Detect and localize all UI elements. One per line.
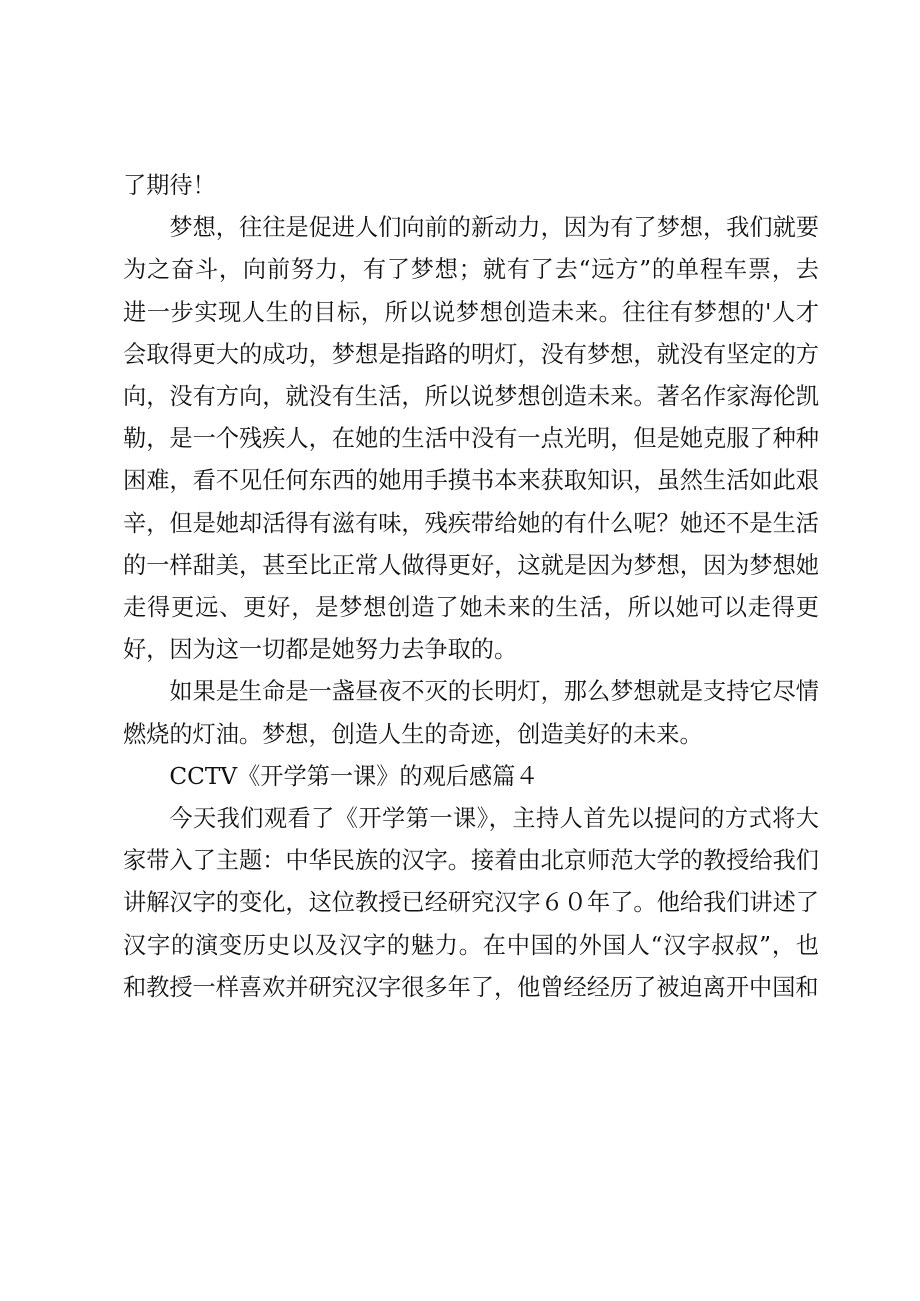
document-body (123, 165, 819, 1009)
paragraph-dream-lamp: 如果是生命是一盏昼夜不灭的长明灯，那么梦想就是支持它尽情燃烧的灯油。梦想，创造人生的奇迹，创造美好的未来。 (123, 678, 819, 748)
section-heading: CCTV《开学第一课》的观后感篇４ (169, 762, 539, 790)
paragraph-first-lesson: 今天我们观看了《开学第一课》，主持人首先以提问的方式将大家带入了主题：中华民族的汉字。接着由北京师范大学的教授给我们讲解汉字的变化，这位教授已经研究汉字６０年了。他给我们讲述了汉字的演变历史以及汉字的魅力。在中国的外国人“汉字叔叔”，也和教授一样喜欢并研究汉字很多年了，他曾经经历了被迫离开中国和 (123, 805, 819, 1001)
paragraph-continuation: 了期待！ (123, 172, 216, 199)
paragraph-dream-power: 梦想，往往是促进人们向前的新动力，因为有了梦想，我们就要为之奋斗，向前努力，有了梦想；就有了去“远方”的单程车票，去进一步实现人生的目标，所以说梦想创造未来。往往有梦想的'人才会取得更大的成功，梦想是指路的明灯，没有梦想，就没有坚定的方向，没有方向，就没有生活，所以说梦想创造未来。著名作家海伦凯勒，是一个残疾人，在她的生活中没有一点光明，但是她克服了种种困难，看不见任何东西的她用手摸书本来获取知识，虽然生活如此艰辛，但是她却活得有滋有味，残疾带给她的有什么呢？她还不是生活的一样甜美，甚至比正常人做得更好，这就是因为梦想，因为梦想她走得更远、更好，是梦想创造了她未来的生活，所以她可以走得更好，因为这一切都是她努力去争取的。 (123, 214, 819, 664)
